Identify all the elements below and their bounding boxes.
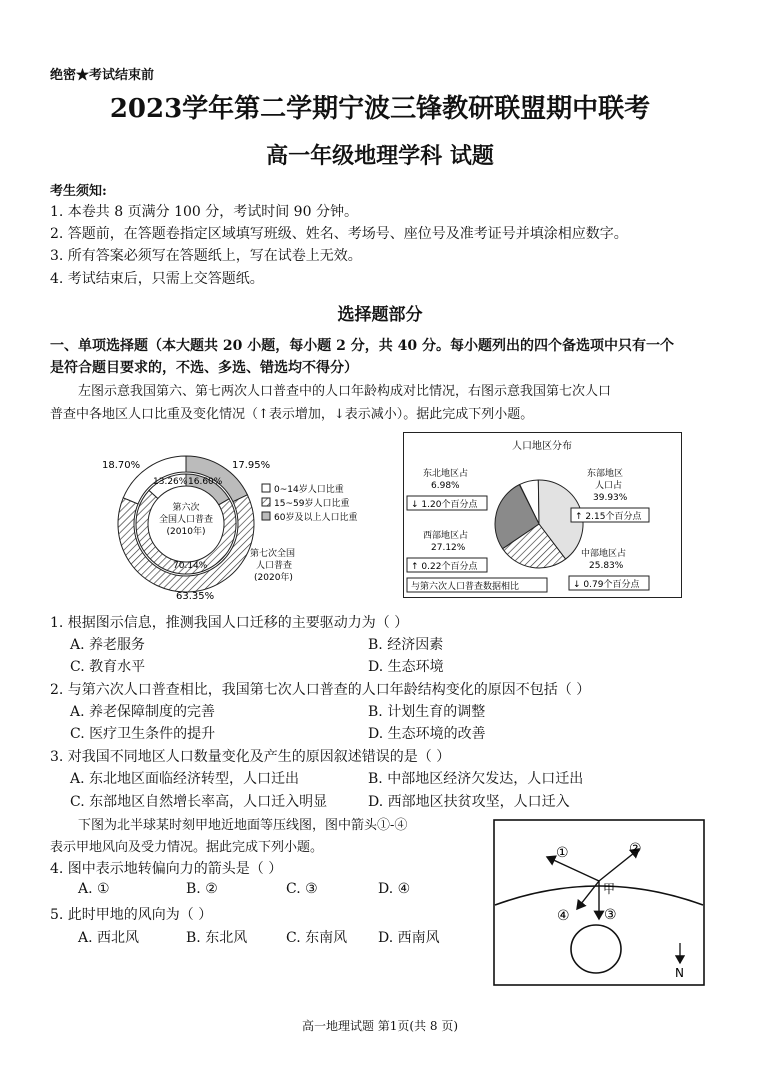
question-2-option-c[interactable]: C. 医疗卫生条件的提升	[70, 726, 216, 742]
question-5-option-c[interactable]: C. 东南风	[286, 930, 348, 946]
notice-item: 1. 本卷共 8 页满分 100 分，考试时间 90 分钟。	[50, 204, 358, 220]
section-title: 选择题部分	[337, 305, 423, 325]
arrow-label-4: ④	[557, 908, 570, 924]
change-east: ↑ 2.15个百分点	[575, 512, 642, 522]
label-east: 东部地区	[587, 469, 624, 479]
label-west: 西部地区占	[423, 531, 469, 541]
notice-item: 4. 考试结束后，只需上交答题纸。	[50, 271, 264, 287]
arrow-label-2: ②	[629, 841, 642, 857]
isobar-intro-cont: 表示甲地风向及受力情况。据此完成下列小题。	[50, 840, 324, 855]
regional-pie-chart	[403, 432, 682, 598]
legend-swatch-60plus	[262, 512, 270, 520]
inner-label-60plus: 16.60%	[188, 477, 223, 487]
legend-swatch-0-14	[262, 484, 270, 492]
center-label-line3: (2010年)	[166, 527, 206, 537]
question-3-option-d[interactable]: D. 西部地区扶贫攻坚，人口迁入	[368, 794, 570, 810]
question-4-option-b[interactable]: B. ②	[186, 881, 218, 897]
question-3-option-b[interactable]: B. 中部地区经济欠发达，人口迁出	[368, 771, 584, 787]
question-5-stem: 5. 此时甲地的风向为（ ）	[50, 907, 213, 923]
outer-label-15-59: 63.35%	[176, 591, 215, 602]
label-east-value: 39.93%	[593, 493, 628, 503]
isobar-intro: 下图为北半球某时刻甲地近地面等压线图，图中箭头①-④	[78, 818, 408, 833]
notice-item: 3. 所有答案必须写在答题纸上，写在试卷上无效。	[50, 248, 362, 264]
material-intro-cont: 普查中各地区人口比重及变化情况（↑表示增加，↓表示减小）。据此完成下列小题。	[50, 407, 534, 422]
point-jia: 甲	[603, 882, 616, 896]
north-label: N	[675, 966, 684, 980]
change-west: ↑ 0.22个百分点	[411, 562, 478, 572]
label-northeast-value: 6.98%	[431, 481, 460, 491]
question-2-option-a[interactable]: A. 养老保障制度的完善	[70, 704, 216, 720]
question-3-stem: 3. 对我国不同地区人口数量变化及产生的原因叙述错误的是（ ）	[50, 749, 451, 765]
question-2-option-d[interactable]: D. 生态环境的改善	[368, 726, 486, 742]
outer-title-line1: 第七次全国	[250, 549, 296, 559]
question-3-option-a[interactable]: A. 东北地区面临经济转型，人口迁出	[70, 771, 300, 787]
question-3-option-c[interactable]: C. 东部地区自然增长率高，人口迁入明显	[70, 794, 328, 810]
question-2-option-b[interactable]: B. 计划生育的调整	[368, 704, 486, 720]
question-5-option-a[interactable]: A. 西北风	[78, 930, 140, 946]
isobar-map	[493, 819, 705, 986]
label-central: 中部地区占	[581, 549, 627, 559]
question-4-stem: 4. 图中表示地转偏向力的箭头是（ ）	[50, 861, 283, 877]
label-northeast: 东北地区占	[423, 469, 469, 479]
secret-label: 绝密★考试结束前	[50, 68, 155, 83]
outer-title-line3: (2020年)	[254, 573, 293, 583]
outer-label-60plus: 17.95%	[232, 460, 271, 471]
inner-label-0-14: 13.26%	[153, 477, 188, 487]
change-central: ↓ 0.79个百分点	[573, 580, 640, 590]
question-2-stem: 2. 与第六次人口普查相比，我国第七次人口普查的人口年龄结构变化的原因不包括（ ）	[50, 682, 591, 698]
arrow-label-1: ①	[556, 845, 569, 861]
inner-label-15-59: 70.14%	[173, 561, 208, 571]
page-footer: 高一地理试题 第1页(共 8 页)	[301, 1019, 459, 1033]
chart-title: 人口地区分布	[512, 441, 572, 452]
section-instructions: 一、单项选择题（本大题共 20 小题，每小题 2 分，共 40 分。每小题列出的四个备选项中只有一个	[50, 338, 674, 354]
question-4-option-a[interactable]: A. ①	[78, 881, 110, 897]
outer-title-line2: 人口普查	[256, 561, 293, 571]
legend-60plus: 60岁及以上人口比重	[274, 513, 358, 523]
question-1-option-d[interactable]: D. 生态环境	[368, 659, 444, 675]
outer-label-0-14: 18.70%	[102, 460, 141, 471]
label-east-2: 人口占	[595, 481, 623, 491]
question-5-option-d[interactable]: D. 西南风	[378, 930, 440, 946]
material-intro: 左图示意我国第六、第七两次人口普查中的人口年龄构成对比情况，右图示意我国第七次人口	[78, 384, 612, 399]
notice-heading: 考生须知:	[50, 184, 107, 199]
center-label-line1: 第六次	[172, 503, 200, 513]
legend-0-14: 0~14岁人口比重	[274, 485, 344, 495]
center-label-line2: 全国人口普查	[158, 515, 214, 525]
change-northeast: ↓ 1.20个百分点	[411, 500, 478, 510]
age-structure-chart	[100, 432, 400, 604]
label-central-value: 25.83%	[589, 561, 624, 571]
question-1-option-c[interactable]: C. 教育水平	[70, 659, 146, 675]
pressure-center	[571, 925, 621, 973]
section-instructions-cont: 是符合题目要求的，不选、多选、错选均不得分）	[50, 360, 358, 376]
question-1-stem: 1. 根据图示信息，推测我国人口迁移的主要驱动力为（ ）	[50, 615, 409, 631]
question-1-option-a[interactable]: A. 养老服务	[70, 637, 146, 653]
question-1-option-b[interactable]: B. 经济因素	[368, 637, 444, 653]
chart-footnote: 与第六次人口普查数据相比	[411, 582, 520, 592]
question-4-option-c[interactable]: C. ③	[286, 881, 318, 897]
arrow-label-3: ③	[604, 907, 617, 923]
question-5-option-b[interactable]: B. 东北风	[186, 930, 248, 946]
label-west-value: 27.12%	[431, 543, 466, 553]
question-4-option-d[interactable]: D. ④	[378, 881, 411, 897]
legend-15-59: 15~59岁人口比重	[274, 499, 350, 509]
exam-title: 2023学年第二学期宁波三锋教研联盟期中联考	[109, 94, 651, 124]
notice-item: 2. 答题前，在答题卷指定区域填写班级、姓名、考场号、座位号及准考证号并填涂相应数字。	[50, 226, 628, 242]
exam-subtitle: 高一年级地理学科 试题	[266, 143, 494, 169]
legend-swatch-15-59	[262, 498, 270, 506]
